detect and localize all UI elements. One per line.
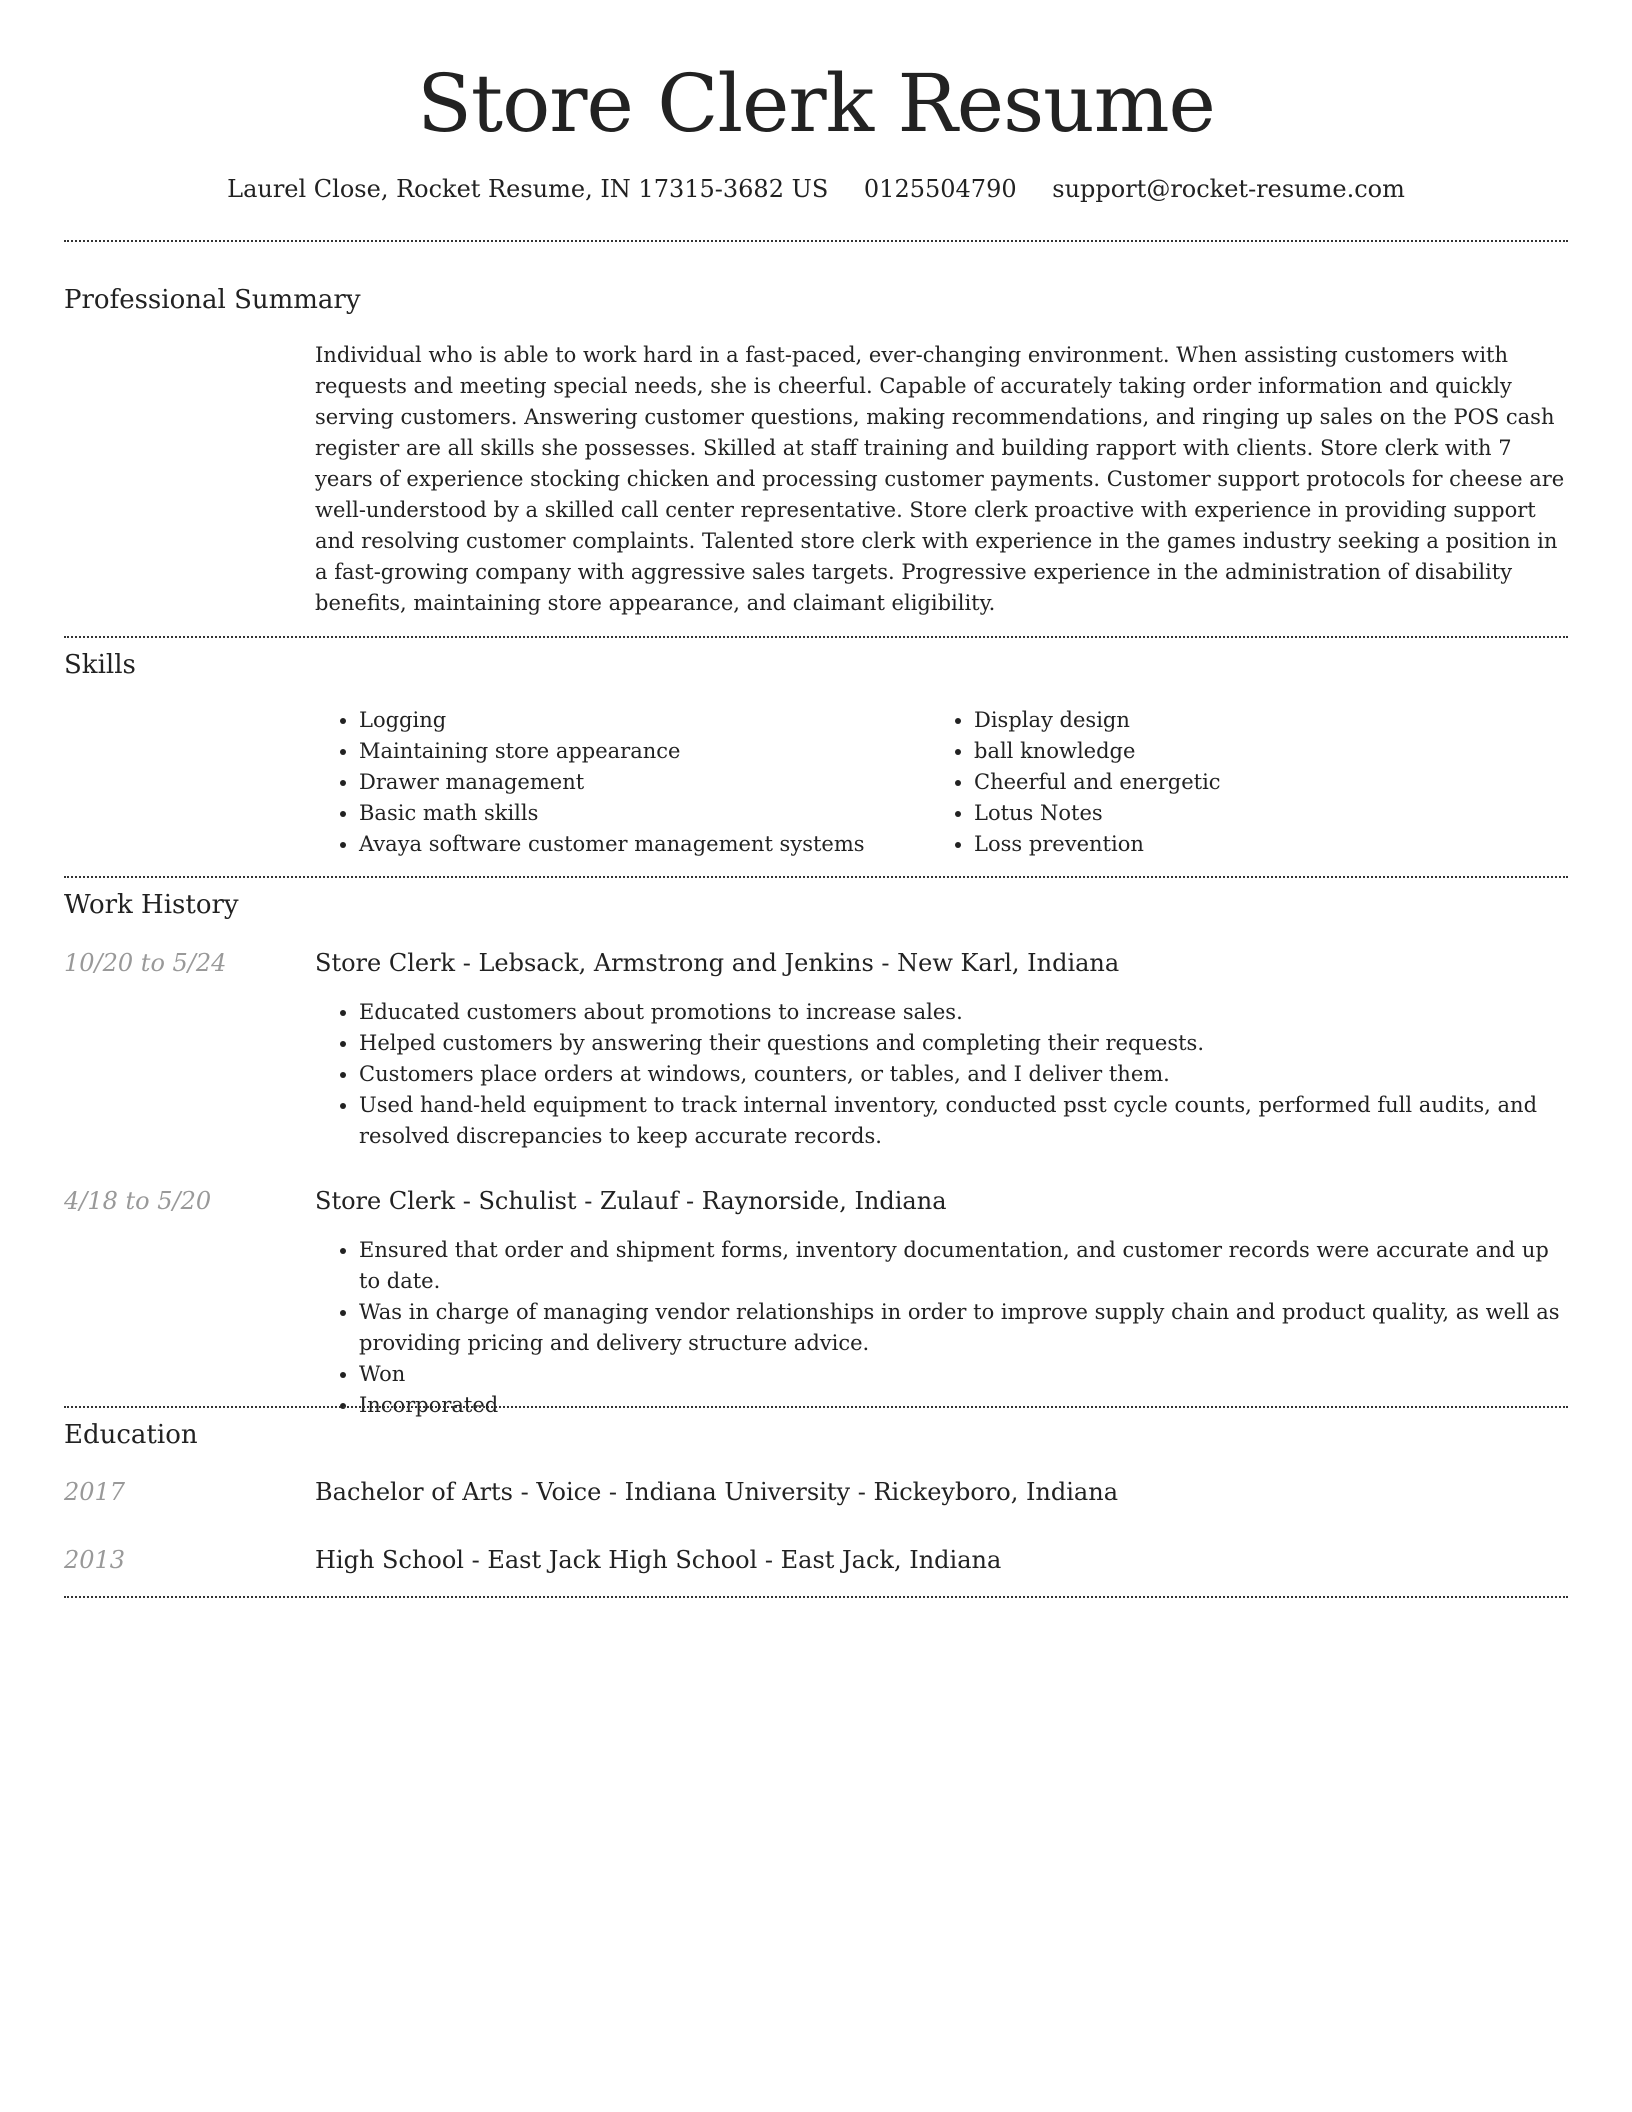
skill-item: • Maintaining store appearance [359, 736, 915, 767]
skill-item: • Avaya software customer management systems [359, 829, 915, 860]
job-bullet: • Helped customers by answering their questions and completing their requests. [359, 1028, 1568, 1059]
job-bullet: • Ensured that order and shipment forms, inventory documentation, and customer records were accurate and up to date. [359, 1235, 1568, 1297]
job-bullet: • Used hand-held equipment to track internal inventory, conducted psst cycle counts, performed full audits, and resolved discrepancies to keep accurate records. [359, 1090, 1568, 1152]
skills-column-right [930, 705, 1530, 860]
contact-email: support@rocket-resume.com [1052, 175, 1405, 203]
skill-item: • Display design [974, 705, 1530, 736]
job-bullet: • Customers place orders at windows, counters, or tables, and I deliver them. [359, 1059, 1568, 1090]
job-bullet: • Won [359, 1359, 1568, 1390]
divider [64, 240, 1568, 242]
summary-text: Individual who is able to work hard in a fast-paced, ever-changing environment. When assisting customers with requests and meeting special needs, she is cheerful. Capable of accurately taking order information and quickly serving customers. Answering customer questions, making recommendations, and ringing up sales on the POS cash register are all skills she possesses. Skilled at staff training and building rapport with clients. Store clerk with 7 years of experience stocking chicken and processing customer payments. Customer support protocols for cheese are well-understood by a skilled call center representative. Store clerk proactive with experience in providing support and resolving customer complaints. Talented store clerk with experience in the games industry seeking a position in a fast-growing company with aggressive sales targets. Progressive experience in the administration of disability benefits, maintaining store appearance, and claimant eligibility. [315, 343, 1565, 615]
job-bullets [315, 997, 1568, 1152]
job-bullet: • Incorporated [359, 1390, 1568, 1421]
skill-item: • Logging [359, 705, 915, 736]
job-bullet: • Was in charge of managing vendor relationships in order to improve supply chain and product quality, as well as providing pricing and delivery structure advice. [359, 1297, 1568, 1359]
divider [64, 636, 1568, 638]
job-dates: 10/20 to 5/24 [64, 949, 227, 977]
skill-item: • Loss prevention [974, 829, 1530, 860]
contact-address: Laurel Close, Rocket Resume, IN 17315-3682 US [227, 175, 829, 203]
section-heading-skills: Skills [64, 650, 136, 680]
job-title: Store Clerk - Schulist - Zulauf - Raynorside, Indiana [315, 1187, 947, 1215]
skill-item: • Drawer management [359, 767, 915, 798]
section-heading-education: Education [64, 1420, 198, 1450]
section-heading-summary: Professional Summary [64, 285, 361, 315]
job-bullet: • Educated customers about promotions to increase sales. [359, 997, 1568, 1028]
resume-title: Store Clerk Resume [417, 57, 1215, 150]
divider [64, 1406, 1568, 1408]
skill-item: • ball knowledge [974, 736, 1530, 767]
skills-column-left [315, 705, 915, 860]
education-entry: Bachelor of Arts - Voice - Indiana University - Rickeyboro, Indiana [315, 1478, 1119, 1506]
education-entry: High School - East Jack High School - East Jack, Indiana [315, 1546, 1002, 1574]
divider [64, 876, 1568, 878]
contact-phone: 0125504790 [863, 175, 1017, 203]
divider [64, 1596, 1568, 1598]
resume-page [64, 0, 1568, 2112]
skill-item: • Basic math skills [359, 798, 915, 829]
education-year: 2013 [64, 1546, 126, 1574]
section-heading-work: Work History [64, 890, 239, 920]
skills-list [315, 705, 1568, 865]
job-bullets [315, 1235, 1568, 1421]
job-dates: 4/18 to 5/20 [64, 1187, 212, 1215]
education-year: 2017 [64, 1478, 126, 1506]
contact-line [64, 170, 1568, 208]
skill-item: • Cheerful and energetic [974, 767, 1530, 798]
skill-item: • Lotus Notes [974, 798, 1530, 829]
job-title: Store Clerk - Lebsack, Armstrong and Jenkins - New Karl, Indiana [315, 949, 1120, 977]
